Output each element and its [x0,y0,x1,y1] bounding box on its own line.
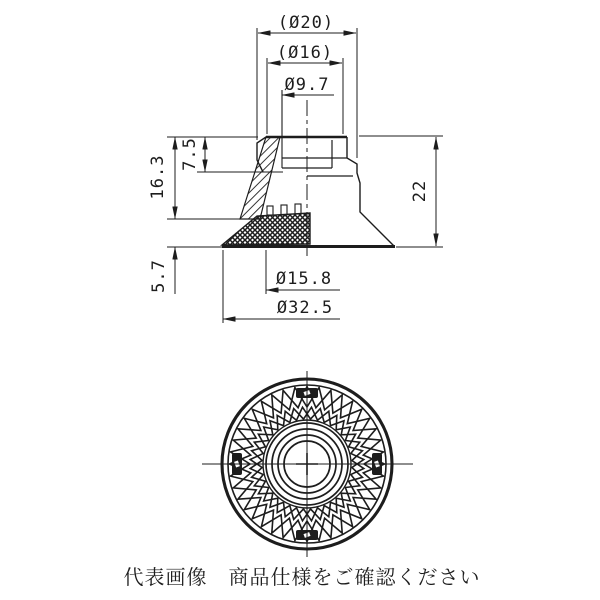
dim-label-dia16: (Ø16) [276,43,334,63]
cup-cross-section [222,90,395,247]
dim-label-16-3: 16.3 [148,154,168,200]
rib-tooth [295,204,301,214]
hatched-lip [222,213,310,245]
dim-label-dia32-5: Ø32.5 [276,298,334,318]
hatched-wall [240,137,280,219]
dim-label-5-7: 5.7 [149,259,169,293]
dim-label-dia9-7: Ø9.7 [284,75,330,95]
crosshair-centerlines [202,371,413,557]
side-view-section [148,13,443,323]
dim-label-22: 22 [410,179,430,203]
disclaimer-text: 代表画像 商品仕様をご確認ください [123,565,481,589]
dim-label-7-5: 7.5 [180,137,200,171]
rib-tooth [267,206,273,215]
dim-label-dia15-8: Ø15.8 [275,269,333,289]
bottom-view [202,371,413,557]
rib-tooth [281,205,287,215]
dim-label-dia20: (Ø20) [277,13,335,33]
